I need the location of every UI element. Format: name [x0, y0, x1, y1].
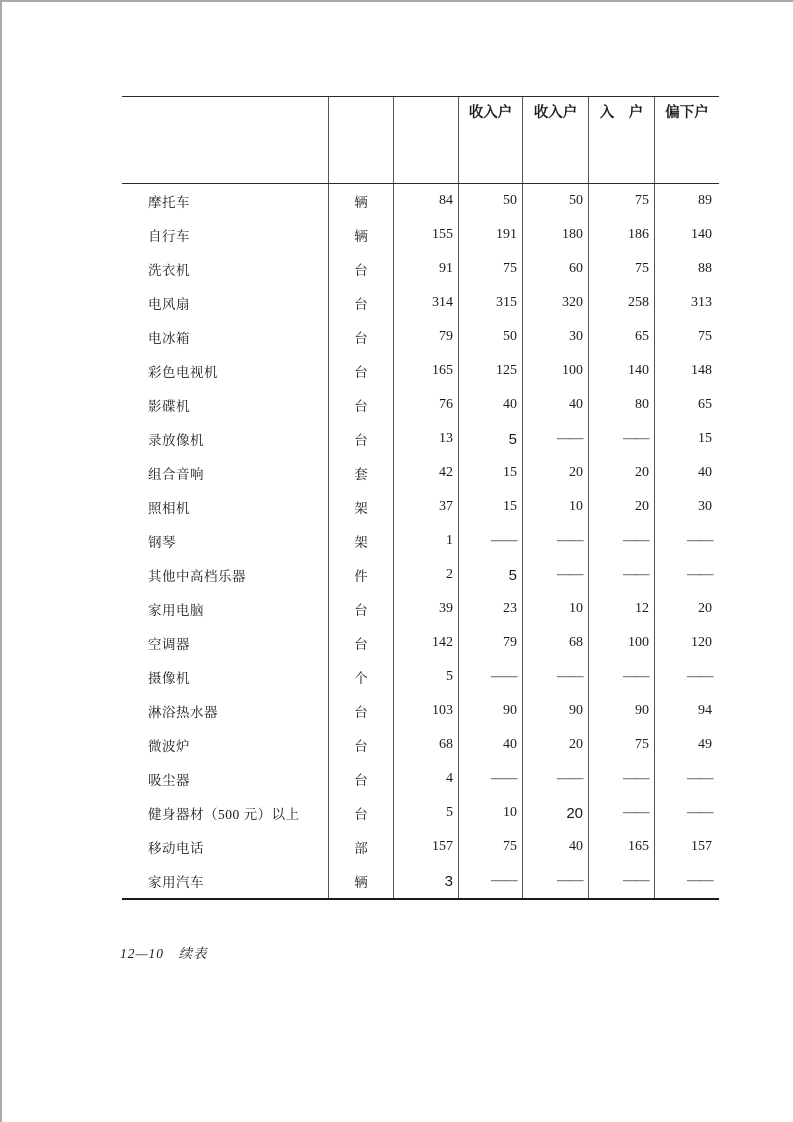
item-name-cell: 家用汽车: [122, 864, 329, 898]
table-row: [122, 184, 719, 218]
item-name-cell: 其他中高档乐器: [122, 558, 329, 592]
item-name-cell: 组合音响: [122, 456, 329, 490]
item-name-cell: 家用电脑: [122, 592, 329, 626]
value-cell: ——: [687, 771, 712, 786]
value-cell: 125: [459, 354, 523, 388]
table-row: [122, 558, 719, 592]
table-row: [122, 286, 719, 320]
unit-cell: 台: [329, 286, 394, 320]
table-row: [122, 592, 719, 626]
value-cell: 165: [589, 830, 655, 864]
value-cell: 314: [394, 286, 459, 320]
value-cell: 15: [459, 456, 523, 490]
value-cell: ——: [589, 796, 655, 830]
value-cell: 90: [523, 694, 589, 728]
value-cell: 75: [589, 728, 655, 762]
unit-cell: 辆: [329, 218, 394, 252]
value-cell: 50: [459, 184, 523, 218]
item-name-cell: 吸尘器: [122, 762, 329, 796]
value-cell: 12: [589, 592, 655, 626]
value-cell: 75: [459, 252, 523, 286]
item-name-cell: 电冰箱: [122, 320, 329, 354]
unit-cell: 台: [329, 796, 394, 830]
value-cell: 258: [589, 286, 655, 320]
value-cell: 84: [394, 184, 459, 218]
value-cell: 80: [589, 388, 655, 422]
value-cell: 68: [523, 626, 589, 660]
value-cell: 15: [459, 490, 523, 524]
item-name-cell: 录放像机: [122, 422, 329, 456]
value-cell: 313: [691, 295, 712, 310]
value-cell: 50: [459, 320, 523, 354]
value-cell: 155: [394, 218, 459, 252]
value-cell: 186: [589, 218, 655, 252]
table-row: [122, 694, 719, 728]
value-cell: ——: [523, 524, 589, 558]
value-cell: ——: [687, 567, 712, 582]
header-cell-empty: [394, 97, 459, 183]
value-cell: 75: [589, 252, 655, 286]
value-cell: ——: [589, 558, 655, 592]
value-cell: 140: [589, 354, 655, 388]
value-cell: 39: [394, 592, 459, 626]
unit-cell: 台: [329, 694, 394, 728]
table-row: [122, 320, 719, 354]
table-header-row: [122, 96, 719, 184]
value-cell: 30: [523, 320, 589, 354]
value-cell: 23: [459, 592, 523, 626]
header-cell: 收入户: [459, 97, 523, 183]
value-cell: 68: [394, 728, 459, 762]
value-cell: ——: [687, 533, 712, 548]
value-cell: 75: [459, 830, 523, 864]
value-cell: 65: [698, 397, 712, 412]
item-name-cell: 淋浴热水器: [122, 694, 329, 728]
value-cell: 94: [698, 703, 712, 718]
value-cell: 5: [394, 796, 459, 830]
table-row: [122, 762, 719, 796]
value-cell: 49: [698, 737, 712, 752]
unit-cell: 台: [329, 252, 394, 286]
value-cell: 10: [523, 490, 589, 524]
value-cell: 10: [523, 592, 589, 626]
value-cell: 5: [459, 422, 523, 456]
value-cell: 100: [523, 354, 589, 388]
table-row: [122, 252, 719, 286]
table-row: [122, 830, 719, 864]
value-cell: 10: [459, 796, 523, 830]
table-row: [122, 456, 719, 490]
value-cell: 76: [394, 388, 459, 422]
value-cell: 1: [394, 524, 459, 558]
unit-cell: 台: [329, 762, 394, 796]
table-caption: 12—10 续表: [120, 946, 208, 961]
value-cell: ——: [523, 864, 589, 898]
unit-cell: 架: [329, 490, 394, 524]
header-cell: 收入户: [523, 97, 589, 183]
value-cell: ——: [687, 805, 712, 820]
value-cell: 20: [523, 796, 589, 830]
value-cell: ——: [459, 660, 523, 694]
value-cell: ——: [589, 660, 655, 694]
value-cell: ——: [523, 558, 589, 592]
value-cell: 120: [691, 635, 712, 650]
value-cell: 4: [394, 762, 459, 796]
value-cell: 20: [589, 490, 655, 524]
header-cell: 入 户: [589, 97, 655, 183]
table-row: [122, 218, 719, 252]
value-cell: 42: [394, 456, 459, 490]
value-cell: 100: [589, 626, 655, 660]
value-cell: ——: [589, 524, 655, 558]
value-cell: 315: [459, 286, 523, 320]
unit-cell: 部: [329, 830, 394, 864]
table-row: [122, 388, 719, 422]
unit-cell: 台: [329, 320, 394, 354]
value-cell: 20: [523, 456, 589, 490]
value-cell: 40: [698, 465, 712, 480]
value-cell: 5: [459, 558, 523, 592]
item-name-cell: 钢琴: [122, 524, 329, 558]
value-cell: ——: [589, 762, 655, 796]
value-cell: 40: [523, 388, 589, 422]
value-cell: ——: [589, 422, 655, 456]
item-name-cell: 照相机: [122, 490, 329, 524]
unit-cell: 辆: [329, 184, 394, 218]
header-cell-empty: [122, 97, 329, 183]
unit-cell: 套: [329, 456, 394, 490]
item-name-cell: 自行车: [122, 218, 329, 252]
value-cell: 91: [394, 252, 459, 286]
unit-cell: 台: [329, 626, 394, 660]
table-body: [122, 184, 719, 900]
value-cell: 89: [698, 193, 712, 208]
value-cell: 180: [523, 218, 589, 252]
item-name-cell: 摄像机: [122, 660, 329, 694]
item-name-cell: 空调器: [122, 626, 329, 660]
header-cell: 偏下户: [665, 105, 709, 121]
value-cell: 3: [394, 864, 459, 898]
header-cell-empty: [329, 97, 394, 183]
item-name-cell: 摩托车: [122, 184, 329, 218]
value-cell: 320: [523, 286, 589, 320]
value-cell: 142: [394, 626, 459, 660]
unit-cell: 架: [329, 524, 394, 558]
value-cell: 157: [691, 839, 712, 854]
unit-cell: 台: [329, 422, 394, 456]
table-row: [122, 728, 719, 762]
value-cell: 40: [459, 728, 523, 762]
value-cell: 165: [394, 354, 459, 388]
value-cell: 5: [394, 660, 459, 694]
value-cell: 40: [459, 388, 523, 422]
value-cell: 103: [394, 694, 459, 728]
table-row: [122, 524, 719, 558]
table-row: [122, 660, 719, 694]
unit-cell: 辆: [329, 864, 394, 898]
table-row: [122, 864, 719, 898]
value-cell: ——: [459, 762, 523, 796]
value-cell: 20: [589, 456, 655, 490]
value-cell: 20: [523, 728, 589, 762]
value-cell: 30: [698, 499, 712, 514]
item-name-cell: 健身器材（500 元）以上: [122, 796, 329, 830]
unit-cell: 件: [329, 558, 394, 592]
value-cell: 79: [394, 320, 459, 354]
unit-cell: 台: [329, 354, 394, 388]
value-cell: 90: [589, 694, 655, 728]
value-cell: ——: [687, 669, 712, 684]
item-name-cell: 影碟机: [122, 388, 329, 422]
value-cell: 2: [394, 558, 459, 592]
value-cell: ——: [523, 762, 589, 796]
value-cell: 75: [589, 184, 655, 218]
value-cell: ——: [523, 422, 589, 456]
value-cell: 157: [394, 830, 459, 864]
value-cell: 60: [523, 252, 589, 286]
value-cell: ——: [459, 864, 523, 898]
unit-cell: 台: [329, 388, 394, 422]
item-name-cell: 微波炉: [122, 728, 329, 762]
item-name-cell: 彩色电视机: [122, 354, 329, 388]
unit-cell: 个: [329, 660, 394, 694]
item-name-cell: 移动电话: [122, 830, 329, 864]
table-row: [122, 796, 719, 830]
value-cell: 88: [698, 261, 712, 276]
value-cell: 65: [589, 320, 655, 354]
value-cell: 90: [459, 694, 523, 728]
value-cell: 20: [698, 601, 712, 616]
value-cell: ——: [687, 873, 712, 888]
value-cell: 13: [394, 422, 459, 456]
value-cell: ——: [589, 864, 655, 898]
value-cell: ——: [459, 524, 523, 558]
value-cell: 15: [698, 431, 712, 446]
value-cell: ——: [523, 660, 589, 694]
item-name-cell: 电风扇: [122, 286, 329, 320]
item-name-cell: 洗衣机: [122, 252, 329, 286]
value-cell: 75: [698, 329, 712, 344]
table-row: [122, 354, 719, 388]
unit-cell: 台: [329, 728, 394, 762]
table-row: [122, 490, 719, 524]
value-cell: 191: [459, 218, 523, 252]
value-cell: 40: [523, 830, 589, 864]
table-row: [122, 626, 719, 660]
table-row: [122, 422, 719, 456]
value-cell: 140: [691, 227, 712, 242]
value-cell: 37: [394, 490, 459, 524]
value-cell: 79: [459, 626, 523, 660]
value-cell: 50: [523, 184, 589, 218]
value-cell: 148: [691, 363, 712, 378]
appliance-ownership-table: [122, 96, 719, 900]
unit-cell: 台: [329, 592, 394, 626]
